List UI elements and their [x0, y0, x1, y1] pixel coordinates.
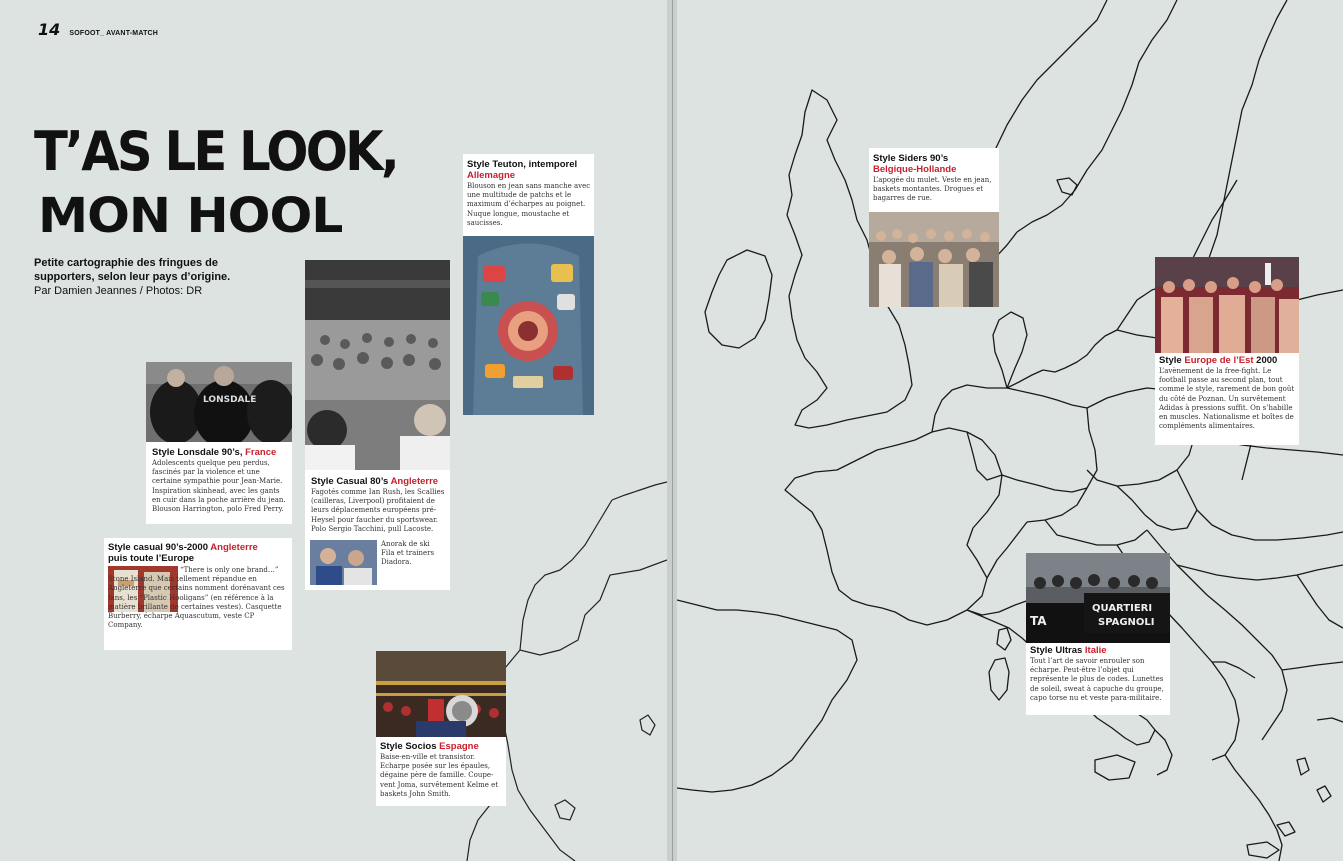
- ultras-photo: [1026, 553, 1170, 643]
- svg-text:LONSDALE: LONSDALE: [203, 395, 257, 405]
- right-page: [677, 0, 1343, 861]
- casual80-photo: [305, 260, 450, 470]
- casual80-title-text: Style Casual 80’s: [311, 476, 391, 487]
- ultras-banner-line2: SPAGNOLI: [1098, 617, 1155, 628]
- casual90-country: Angleterre: [210, 542, 258, 553]
- socios-title: [380, 741, 504, 752]
- casual80-title: [311, 476, 448, 487]
- card-siders: [869, 148, 999, 307]
- card-lonsdale: [146, 362, 292, 524]
- est-photo: [1155, 257, 1299, 353]
- ultras-banner-line1: QUARTIERI: [1092, 603, 1153, 614]
- card-teuton: [463, 154, 594, 415]
- left-page: [0, 0, 667, 861]
- est-body: L’avènement de la free-fight. Le football passe au second plan, tout comme le style, rarement de bon goût du côté de Poznan. Un survêtement Adidas à pressions suffit. On s’habille en muscles. Nationalisme et boîtes de compléments alimentaires.: [1159, 367, 1295, 431]
- lonsdale-title-text: Style Lonsdale 90’s,: [152, 447, 246, 458]
- teuton-photo: [463, 236, 594, 415]
- intro-lead: Petite cartographie des fringues de supporters, selon leur pays d’origine.: [34, 257, 231, 283]
- ultras-country: Italie: [1084, 645, 1107, 656]
- headline-line1: T’AS LE LOOK,: [34, 120, 398, 183]
- teuton-body: Blouson en jean sans manche avec une multitude de patchs et le maximum d’écharpes au poignet. Nuque longue, moustache et saucisses.: [467, 182, 591, 227]
- lonsdale-photo: [146, 362, 292, 442]
- lonsdale-body: Adolescents quelque peu perdus, fascinés par la violence et une certaine sympathie pour Jean-Marie. Inspiration skinhead, avec les gants en cuir dans la poche arrière du jean. Blouson Harrington, polo Fred Perry.: [152, 459, 286, 514]
- headline-line2: MON HOOL: [38, 188, 343, 244]
- card-casual90: [104, 538, 292, 650]
- card-socios: [376, 651, 506, 806]
- teuton-title-text: Style Teuton, intemporel: [467, 159, 578, 170]
- casual80-body: Fagotés comme Ian Rush, les Scallies (cailleras, Liverpool) profitaient de leurs déplacements européens pré-Heysel pour faucher du sportswear. Polo Sergio Tacchini, pull Lacoste.: [311, 488, 445, 533]
- casual90-title: [108, 542, 290, 564]
- est-title: [1159, 355, 1297, 366]
- casual80-body2: Anorak de ski Fila et trainers Diadora.: [381, 540, 435, 567]
- byline: Par Damien Jeannes / Photos: DR: [34, 285, 203, 297]
- page-number: 14: [38, 20, 61, 39]
- section-label: SOFOOT_ AVANT-MATCH: [69, 30, 159, 37]
- casual80-small-photo: [310, 540, 377, 585]
- teuton-title: [467, 159, 592, 181]
- card-ultras: [1026, 553, 1170, 715]
- casual80-country: Angleterre: [390, 476, 439, 487]
- lonsdale-country: France: [245, 447, 277, 458]
- ultras-title: [1030, 645, 1168, 656]
- teuton-country: Allemagne: [467, 170, 516, 181]
- card-est: [1155, 257, 1299, 445]
- casual90-body: “There is only one brand…” Stone Island. Mais tellement répandue en Angleterre que certains nomment dorénavant ces fans, les “Plastic Hooligans” (en référence à la matière brillante de certaines vestes). Casquette Burberry, écharpe Aquascutum, veste CP Company.: [108, 566, 285, 630]
- casual90-title-text: Style casual 90’s-2000: [108, 542, 211, 553]
- est-title-text: Style: [1159, 355, 1185, 366]
- intro: [34, 256, 264, 298]
- socios-country: Espagne: [439, 741, 479, 752]
- socios-title-text: Style Socios: [380, 741, 440, 752]
- siders-title: [873, 153, 997, 175]
- est-country: Europe de l’Est: [1184, 355, 1254, 366]
- casual90-title-line2: puis toute l’Europe: [108, 553, 195, 564]
- socios-photo: [376, 651, 506, 737]
- svg-text:TA: TA: [1030, 614, 1047, 628]
- est-title-end: 2000: [1253, 355, 1278, 366]
- ultras-title-text: Style Ultras: [1030, 645, 1085, 656]
- siders-body: L’apogée du mulet. Veste en jean, baskets montantes. Drogues et bagarres de rue.: [873, 176, 992, 203]
- gutter-line: [672, 0, 673, 861]
- siders-photo: [869, 212, 999, 307]
- siders-title-text: Style Siders 90’s: [873, 153, 949, 164]
- lonsdale-title: [152, 447, 288, 458]
- ultras-body: Tout l’art de savoir enrouler son écharpe. Peut-être l’objet qui représente le plus de codes. Lunettes de soleil, sweat à capuche du groupe, capo torse nu et veste para-militaire.: [1030, 657, 1164, 702]
- page-folio: [38, 20, 158, 39]
- socios-body: Baise-en-ville et transistor. Echarpe posée sur les épaules, dégaine père de famille. Coupe-vent Joma, survêtement Kelme et baskets John Smith.: [380, 753, 499, 798]
- siders-country: Belgique-Hollande: [873, 164, 957, 175]
- card-casual80: [305, 260, 450, 590]
